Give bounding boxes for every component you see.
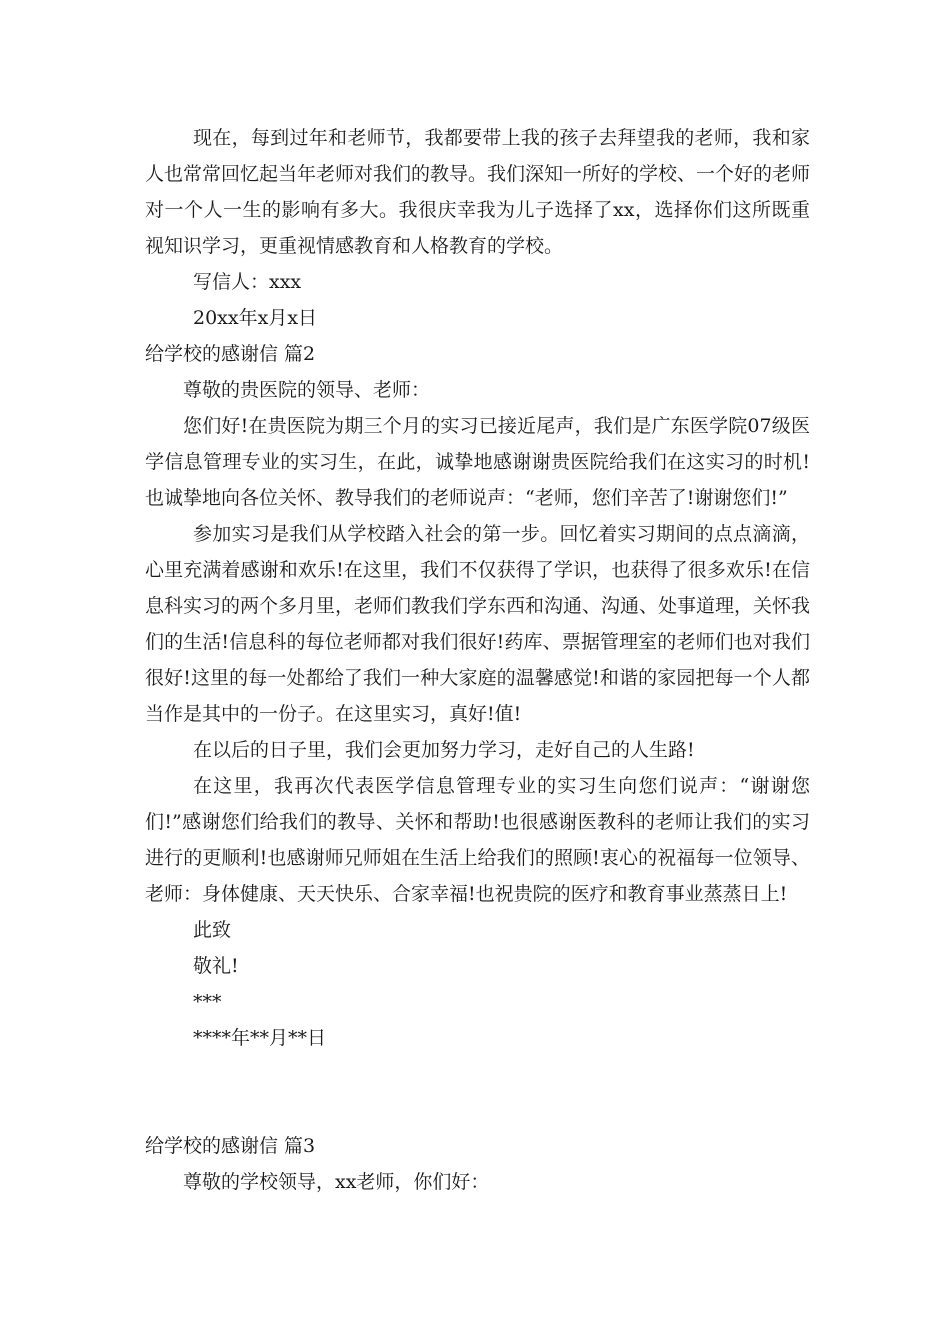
date: ****年**月**日 <box>193 1027 327 1049</box>
date: 20xx年x月x日 <box>193 307 318 329</box>
closing-line: 敬礼! <box>193 955 239 977</box>
salutation: 尊敬的学校领导，xx老师，你们好： <box>183 1171 490 1193</box>
salutation: 尊敬的贵医院的领导、老师： <box>183 379 431 401</box>
section-title: 给学校的感谢信 篇2 <box>145 343 316 365</box>
section-title: 给学校的感谢信 篇3 <box>145 1135 316 1157</box>
signer: *** <box>193 991 222 1013</box>
section-1 <box>145 120 810 336</box>
section-3 <box>145 1128 810 1200</box>
paragraph: 您们好!在贵医院为期三个月的实习已接近尾声，我们是广东医学院07级医学信息管理专业的实习生，在此，诚挚地感谢谢贵医院给我们在这实习的时机!也诚挚地向各位关怀、教导我们的老师说声：“老师，您们辛苦了!谢谢您们!” <box>145 415 810 509</box>
paragraph: 参加实习是我们从学校踏入社会的第一步。回忆着实习期间的点点滴滴，心里充满着感谢和欢乐!在这里，我们不仅获得了学识，也获得了很多欢乐!在信息科实习的两个多月里，老师们教我们学东西和沟通、沟通、处事道理，关怀我们的生活!信息科的每位老师都对我们很好!药库、票据管理室的老师们也对我们很好!这里的每一处都给了我们一种大家庭的温馨感觉!和谐的家园把每一个人都当作是其中的一份子。在这里实习，真好!值! <box>145 523 811 725</box>
section-2 <box>145 336 810 1056</box>
paragraph: 现在，每到过年和老师节，我都要带上我的孩子去拜望我的老师，我和家人也常常回忆起当年老师对我们的教导。我们深知一所好的学校、一个好的老师对一个人一生的影响有多大。我很庆幸我为儿子选择了xx，选择你们这所既重视知识学习，更重视情感教育和人格教育的学校。 <box>145 127 811 257</box>
closing-line: 此致 <box>193 919 232 941</box>
paragraph: 在这里，我再次代表医学信息管理专业的实习生向您们说声：“谢谢您们!”感谢您们给我们的教导、关怀和帮助!也很感谢医教科的老师让我们的实习进行的更顺利!也感谢师兄师姐在生活上给我们的照顾!衷心的祝福每一位领导、老师：身体健康、天天快乐、合家幸福!也祝贵院的医疗和教育事业蒸蒸日上! <box>145 775 810 905</box>
signature: 写信人：xxx <box>193 271 302 293</box>
paragraph: 在以后的日子里，我们会更加努力学习，走好自己的人生路! <box>193 739 695 761</box>
